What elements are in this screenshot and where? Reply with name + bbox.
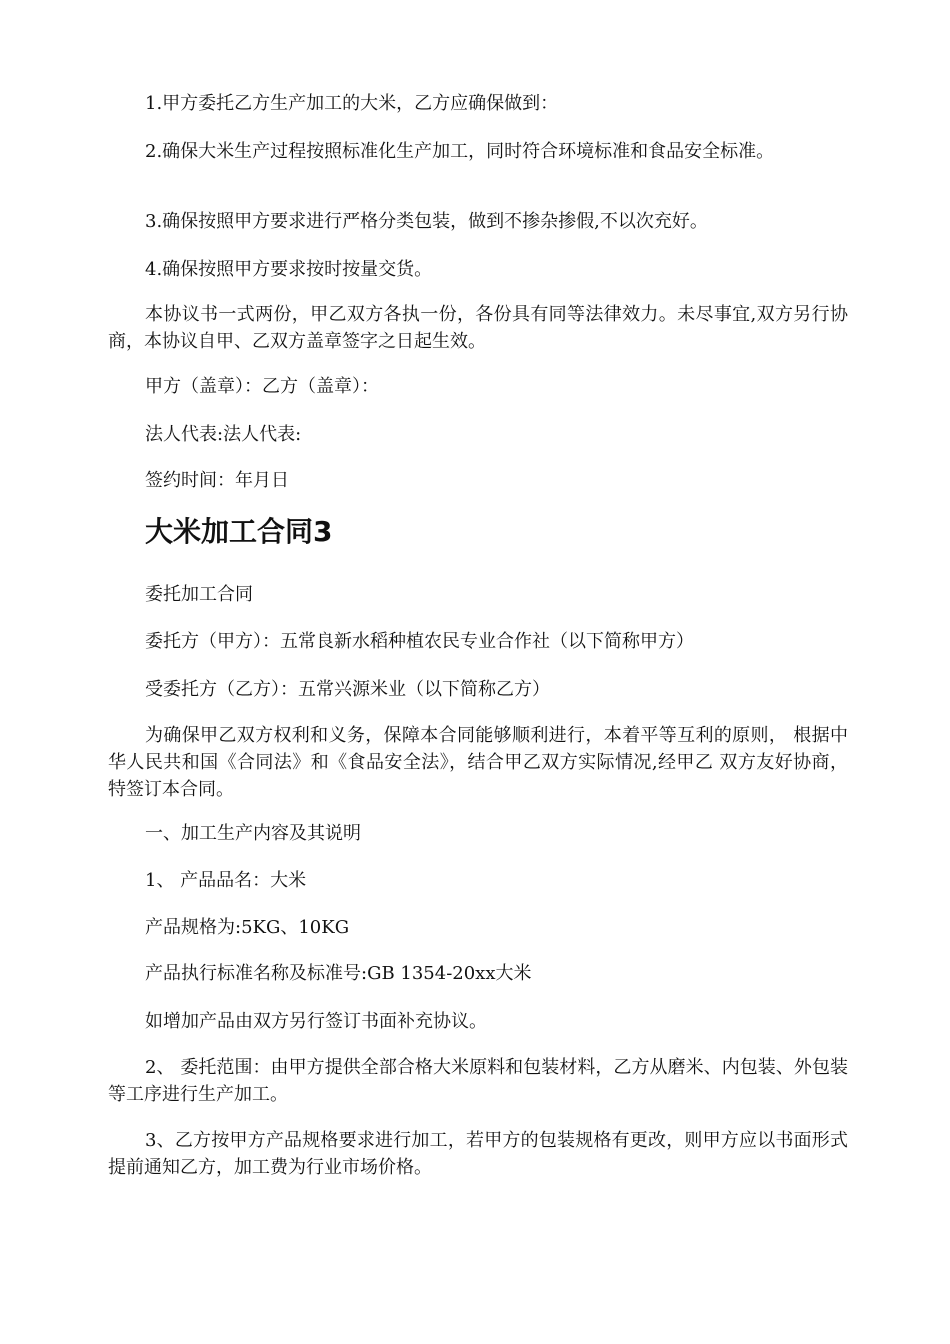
validity-paragraph: 本协议书一式两份，甲乙双方各执一份，各份具有同等法律效力。未尽事宜,双方另行协商，本协议自甲、乙双方盖章签字之日起生效。 [108,304,848,352]
party-a-line: 委托方（甲方）：五常良新水稻种植农民专业合作社（以下简称甲方） [145,631,694,652]
product-name-line: 1、 产品品名：大米 [145,870,307,891]
party-b-line: 受委托方（乙方）：五常兴源米业（以下简称乙方） [145,679,550,700]
product-standard-line: 产品执行标准名称及标准号:GB 1354-20xx大米 [145,963,532,984]
legal-rep-line: 法人代表:法人代表: [145,424,302,445]
clause-4: 4.确保按照甲方要求按时按量交货。 [145,259,433,280]
sign-date-line: 签约时间：年月日 [145,470,289,491]
section-1-heading: 一、加工生产内容及其说明 [145,823,361,844]
section-heading: 大米加工合同3 [145,515,333,548]
scope-paragraph: 2、 委托范围：由甲方提供全部合格大米原料和包装材料，乙方从磨米、内包装、外包装等工序进行生产加工。 [108,1057,848,1105]
contract-title: 委托加工合同 [145,584,253,605]
preamble-paragraph: 为确保甲乙双方权利和义务，保障本合同能够顺利进行，本着平等互利的原则， 根据中华人民共和国《合同法》和《食品安全法》，结合甲乙双方实际情况,经甲乙 双方友好协商，特签订本合同。 [108,725,848,800]
clause-3: 3.确保按照甲方要求进行严格分类包装，做到不掺杂掺假,不以次充好。 [145,211,708,232]
processing-paragraph: 3、乙方按甲方产品规格要求进行加工，若甲方的包装规格有更改，则甲方应以书面形式提前通知乙方，加工费为行业市场价格。 [108,1130,848,1178]
clause-1: 1.甲方委托乙方生产加工的大米，乙方应确保做到： [145,93,559,114]
clause-2: 2.确保大米生产过程按照标准化生产加工，同时符合环境标准和食品安全标准。 [145,141,775,162]
supplement-line: 如增加产品由双方另行签订书面补充协议。 [145,1011,487,1032]
product-spec-line: 产品规格为:5KG、10KG [145,917,350,938]
seal-line: 甲方（盖章）：乙方（盖章）： [145,376,379,397]
